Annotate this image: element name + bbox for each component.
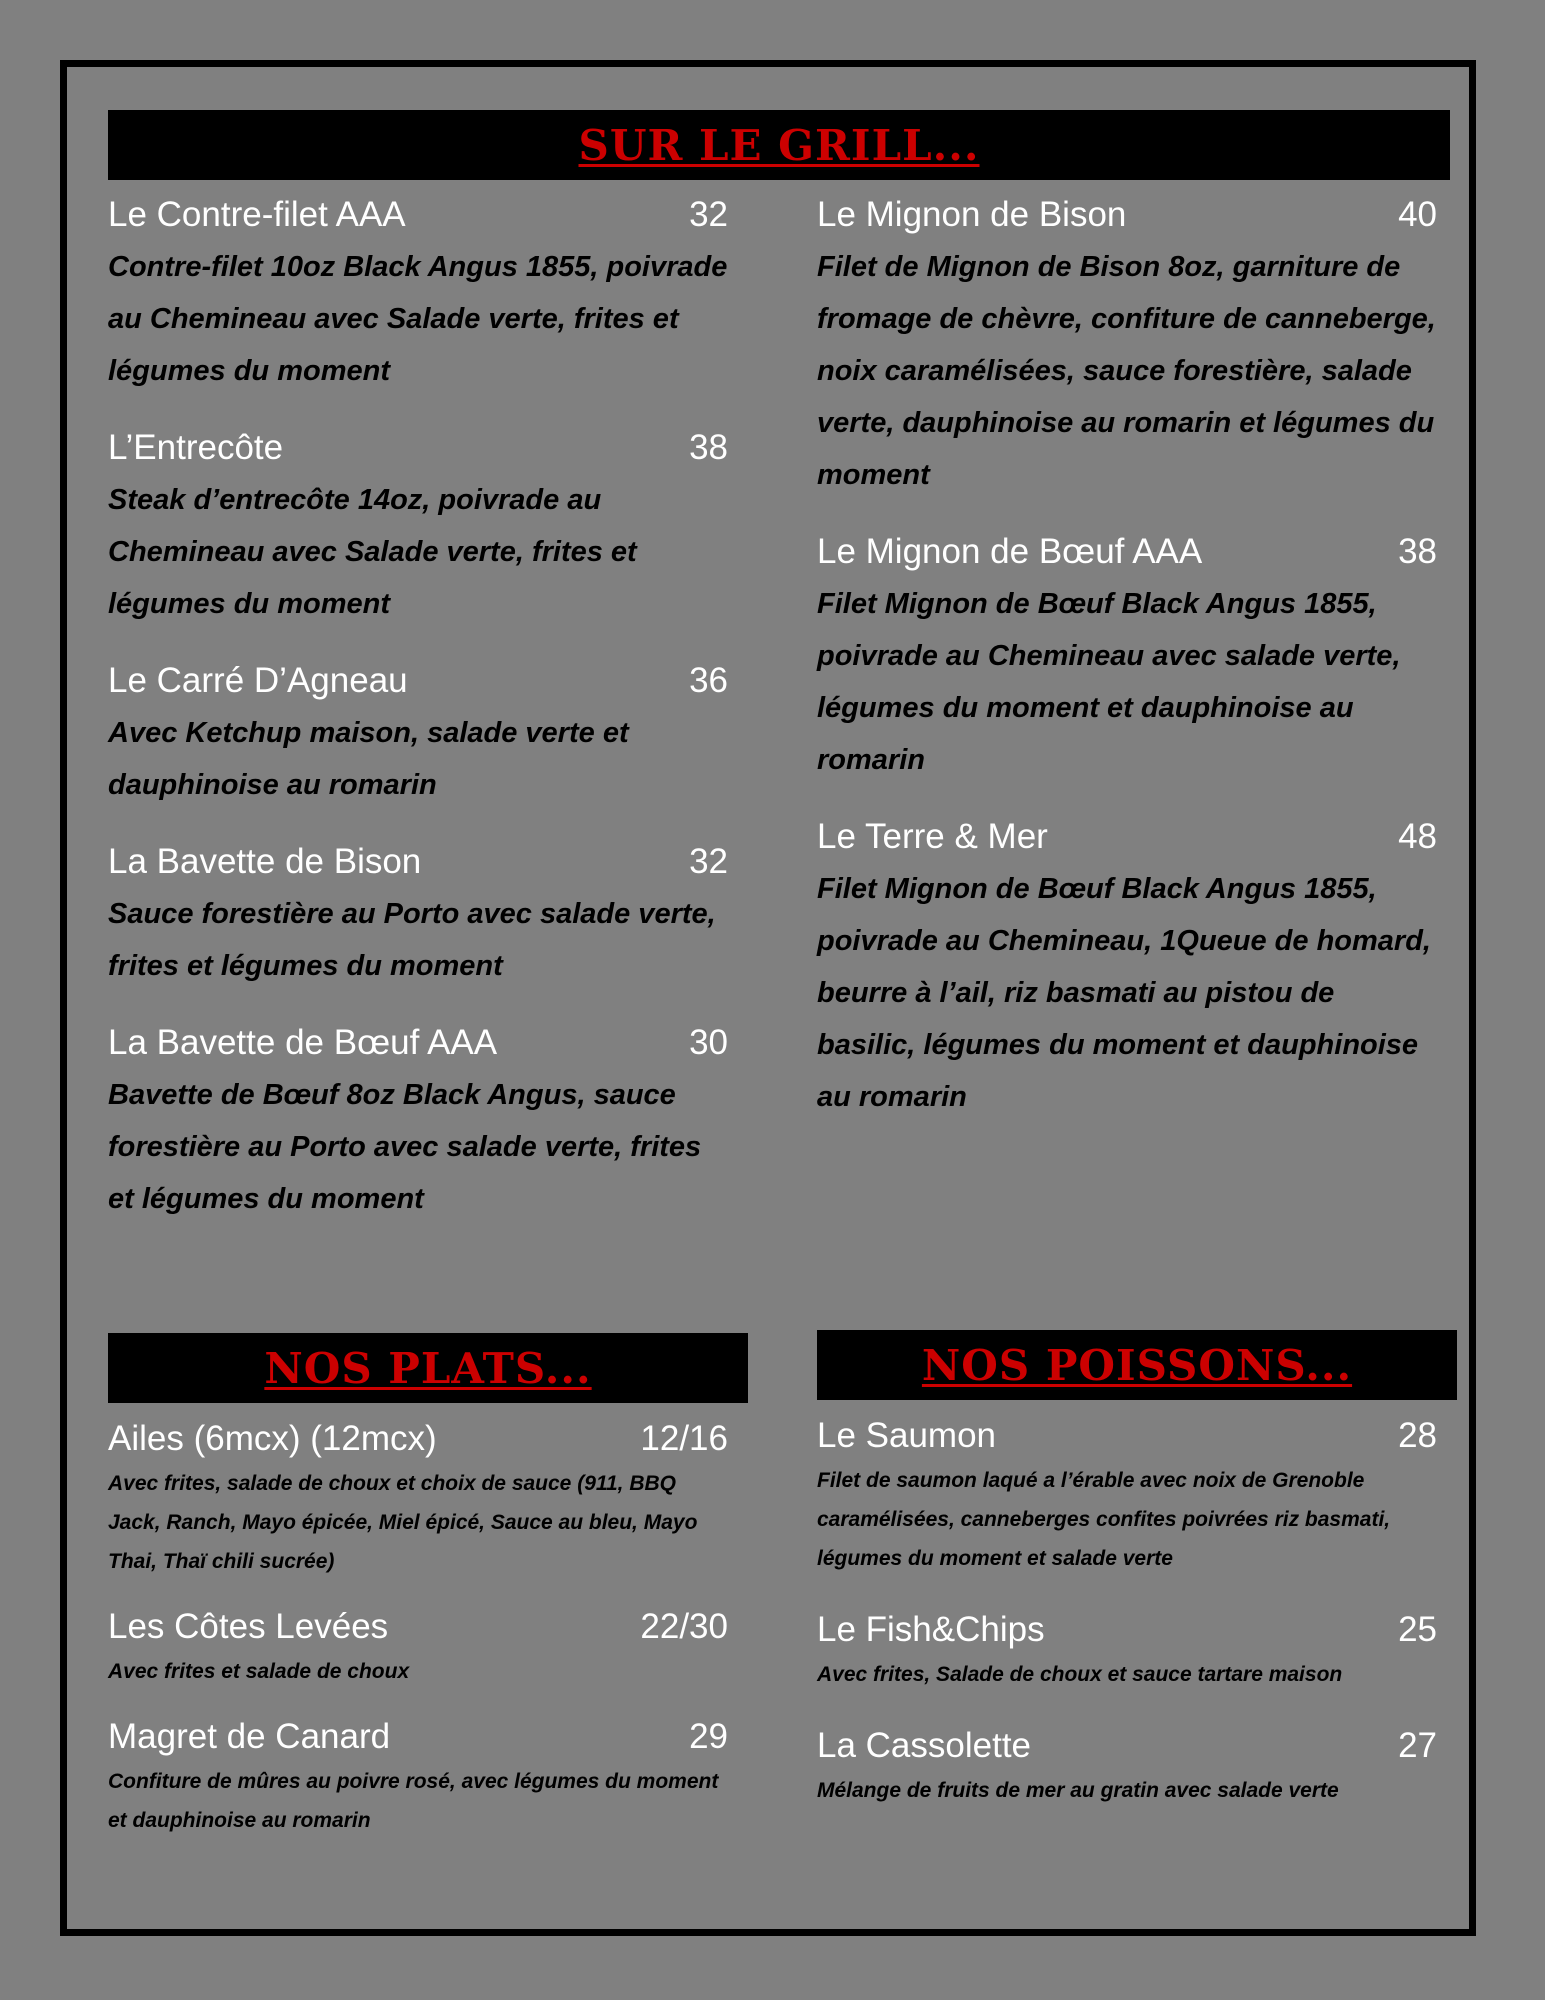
item-description: Avec frites et salade de choux: [108, 1660, 410, 1683]
item-price: 32: [689, 195, 728, 234]
menu-item: [817, 1414, 1437, 1578]
item-description: Avec frites, salade de choux et choix de sauce (911, BBQ Jack, Ranch, Mayo épicée, Miel épicé, Sauce au bleu, Mayo Thai, Thaï chili sucrée): [108, 1472, 698, 1573]
item-name: Le Mignon de Bison: [817, 195, 1127, 234]
item-name: La Bavette de Bœuf AAA: [108, 1023, 498, 1062]
item-name: Le Carré D’Agneau: [108, 661, 408, 700]
item-description: Steak d’entrecôte 14oz, poivrade au Chemineau avec Salade verte, frites et légumes du moment: [108, 484, 637, 620]
item-description: Contre-filet 10oz Black Angus 1855, poivrade au Chemineau avec Salade verte, frites et légumes du moment: [108, 251, 728, 387]
item-price: 32: [689, 842, 728, 881]
item-price: 40: [1398, 195, 1437, 234]
item-name: La Cassolette: [817, 1726, 1032, 1765]
menu-item: [108, 1021, 728, 1225]
item-price: 36: [689, 661, 728, 700]
item-price: 22/30: [640, 1607, 728, 1646]
item-description: Filet de saumon laqué a l’érable avec noix de Grenoble caramélisées, canneberges confites poivrées riz basmati, légumes du moment et salade verte: [817, 1469, 1391, 1570]
item-description: Avec Ketchup maison, salade verte et dauphinoise au romarin: [108, 717, 629, 801]
item-price: 29: [689, 1717, 728, 1756]
menu-item: [817, 1724, 1437, 1810]
item-price: 38: [1398, 532, 1437, 571]
menu-item: [108, 840, 728, 992]
menu-item: [817, 193, 1437, 501]
item-price: 28: [1398, 1416, 1437, 1455]
menu-item: [108, 1417, 728, 1581]
item-name: La Bavette de Bison: [108, 842, 422, 881]
item-name: Les Côtes Levées: [108, 1607, 389, 1646]
menu-item: [108, 426, 728, 630]
item-name: Magret de Canard: [108, 1717, 391, 1756]
plats-banner: [108, 1333, 748, 1403]
poissons-banner: [817, 1330, 1457, 1400]
menu-item: [108, 193, 728, 397]
item-description: Bavette de Bœuf 8oz Black Angus, sauce forestière au Porto avec salade verte, frites et légumes du moment: [108, 1079, 702, 1215]
item-price: 25: [1398, 1610, 1437, 1649]
item-price: 38: [689, 428, 728, 467]
menu-item: [817, 1608, 1437, 1694]
item-price: 27: [1398, 1726, 1437, 1765]
item-name: Ailes (6mcx) (12mcx): [108, 1419, 437, 1458]
grill-title: SUR LE GRILL...: [578, 120, 980, 170]
item-description: Sauce forestière au Porto avec salade verte, frites et légumes du moment: [108, 898, 716, 982]
item-description: Filet Mignon de Bœuf Black Angus 1855, poivrade au Chemineau avec salade verte, légumes du moment et dauphinoise au romarin: [817, 588, 1401, 776]
plats-title: NOS PLATS...: [264, 1343, 592, 1393]
item-description: Filet Mignon de Bœuf Black Angus 1855, poivrade au Chemineau, 1Queue de homard, beurre à l’ail, riz basmati au pistou de basilic, légumes du moment et dauphinoise au romarin: [817, 873, 1431, 1113]
item-description: Avec frites, Salade de choux et sauce tartare maison: [817, 1663, 1343, 1686]
item-name: Le Terre & Mer: [817, 817, 1048, 856]
item-price: 48: [1398, 817, 1437, 856]
item-name: Le Fish&Chips: [817, 1610, 1045, 1649]
grill-right-column: [817, 193, 1437, 1123]
poissons-title: NOS POISSONS...: [921, 1340, 1353, 1390]
plats-column: [108, 1417, 728, 1840]
menu-item: [817, 530, 1437, 786]
menu-item: [108, 659, 728, 811]
grill-left-column: [108, 193, 728, 1225]
item-price: 30: [689, 1023, 728, 1062]
item-description: Filet de Mignon de Bison 8oz, garniture de fromage de chèvre, confiture de canneberge, noix caramélisées, sauce forestière, salade verte, dauphinoise au romarin et légumes du moment: [817, 251, 1436, 491]
menu-item: [817, 815, 1437, 1123]
item-description: Mélange de fruits de mer au gratin avec salade verte: [817, 1779, 1339, 1802]
item-description: Confiture de mûres au poivre rosé, avec légumes du moment et dauphinoise au romarin: [108, 1770, 719, 1832]
menu-item: [108, 1605, 728, 1691]
item-name: Le Contre-filet AAA: [108, 195, 406, 234]
item-price: 12/16: [640, 1419, 728, 1458]
item-name: Le Saumon: [817, 1416, 997, 1455]
menu-item: [108, 1715, 728, 1840]
item-name: Le Mignon de Bœuf AAA: [817, 532, 1203, 571]
poissons-column: [817, 1414, 1437, 1810]
item-name: L’Entrecôte: [108, 428, 284, 467]
grill-banner: [108, 110, 1450, 180]
